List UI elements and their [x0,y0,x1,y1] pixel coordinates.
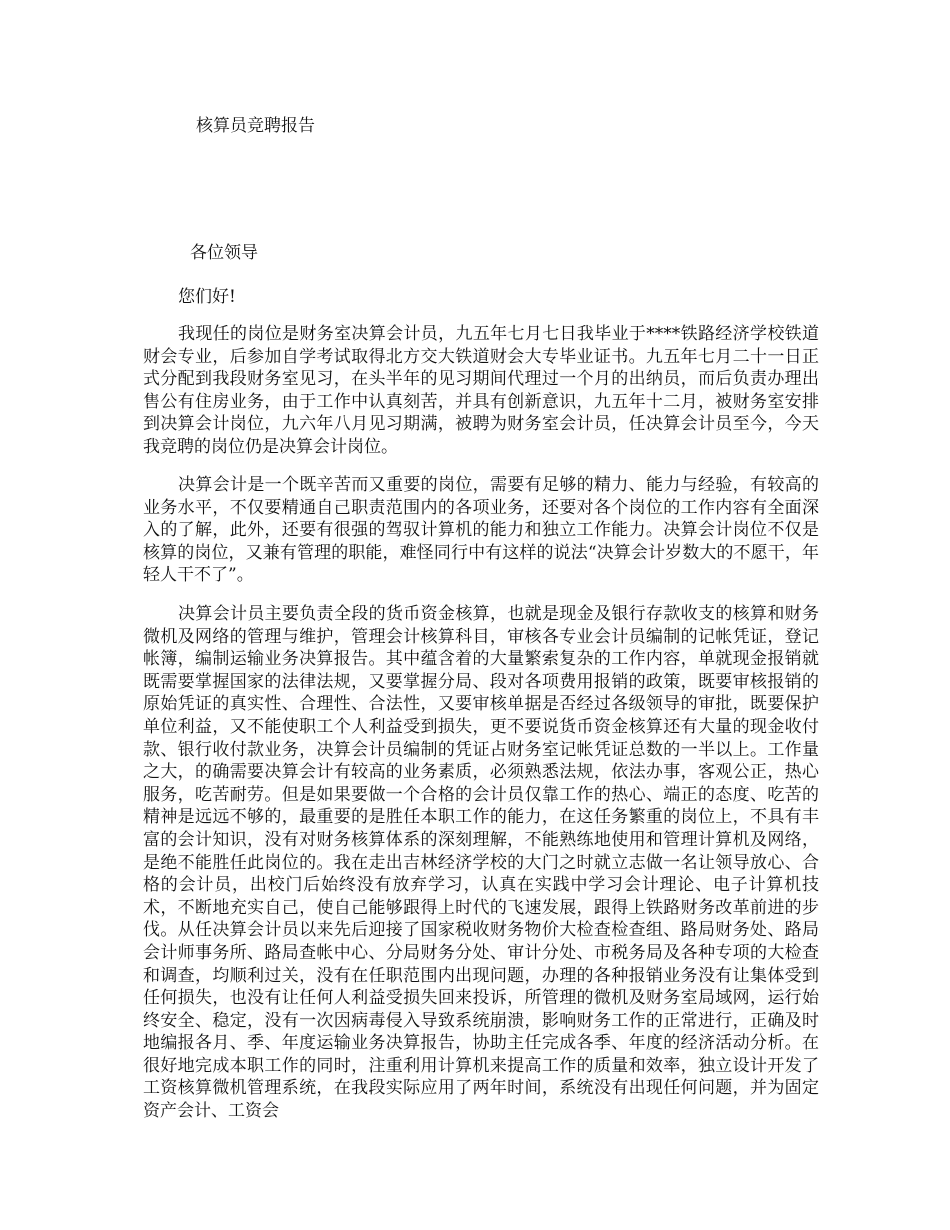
salutation: 各位领导 [190,243,258,263]
body-paragraph-2: 决算会计是一个既辛苦而又重要的岗位，需要有足够的精力、能力与经验，有较高的业务水平，不仅要精通自己职责范围内的各项业务，还要对各个岗位的工作内容有全面深入的了解，此外，还要有很强的驾驭计算机的能力和独立工作能力。决算会计岗位不仅是核算的岗位，又兼有管理的职能，难怪同行中有这样的说法“决算会计岁数大的不愿干，年轻人干不了”。 [143,475,819,586]
greeting: 您们好! [178,287,236,307]
body-paragraph-3: 决算会计员主要负责全段的货币资金核算，也就是现金及银行存款收支的核算和财务微机及网络的管理与维护，管理会计核算科目，审核各专业会计员编制的记帐凭证，登记帐簿，编制运输业务决算报告。其中蕴含着的大量繁索复杂的工作内容，单就现金报销就既需要掌握国家的法律法规，又要掌握分局、段对各项费用报销的政策，既要审核报销的原始凭证的真实性、合理性、合法性，又要审核单据是否经过各级领导的审批，既要保护单位利益，又不能使职工个人利益受到损失，更不要说货币资金核算还有大量的现金收付款、银行收付款业务，决算会计员编制的凭证占财务室记帐凭证总数的一半以上。工作量之大，的确需要决算会计有较高的业务素质，必须熟悉法规，依法办事，客观公正，热心服务，吃苦耐劳。但是如果要做一个合格的会计员仅靠工作的热心、端正的态度、吃苦的精神是远远不够的，最重要的是胜任本职工作的能力，在这任务繁重的岗位上，不具有丰富的会计知识，没有对财务核算体系的深刻理解，不能熟练地使用和管理计算机及网络，是绝不能胜任此岗位的。我在走出吉林经济学校的大门之时就立志做一名让领导放心、合格的会计员，出校门后始终没有放弃学习，认真在实践中学习会计理论、电子计算机技术，不断地充实自己，使自己能够跟得上时代的飞速发展，跟得上铁路财务改革前进的步伐。从任决算会计员以来先后迎接了国家税收财务物价大检查检查组、路局财务处、路局会计师事务所、路局查帐中心、分局财务分处、审计分处、市税务局及各种专项的大检查和调查，均顺利过关，没有在任职范围内出现问题，办理的各种报销业务没有让集体受到任何损失，也没有让任何人利益受损失回来投诉，所管理的微机及财务室局域网，运行始终安全、稳定，没有一次因病毒侵入导致系统崩溃，影响财务工作的正常进行，正确及时地编报各月、季、年度运输业务决算报告，协助主任完成各季、年度的经济活动分析。在很好地完成本职工作的同时，注重利用计算机来提高工作的质量和效率，独立设计开发了工资核算微机管理系统，在我段实际应用了两年时间，系统没有出现任何问题，并为固定资产会计、工资会 [143,604,819,1122]
document-title: 核算员竞聘报告 [196,116,315,136]
body-paragraph-1: 我现任的岗位是财务室决算会计员，九五年七月七日我毕业于****铁路经济学校铁道财会专业，后参加自学考试取得北方交大铁道财会大专毕业证书。九五年七月二十一日正式分配到我段财务室见习，在头半年的见习期间代理过一个月的出纳员，而后负责办理出售公有住房业务，由于工作中认真刻苦，并具有创新意识，九五年十二月，被财务室安排到决算会计岗位，九六年八月见习期满，被聘为财务室会计员，任决算会计员至今，今天我竞聘的岗位仍是决算会计岗位。 [143,324,819,457]
